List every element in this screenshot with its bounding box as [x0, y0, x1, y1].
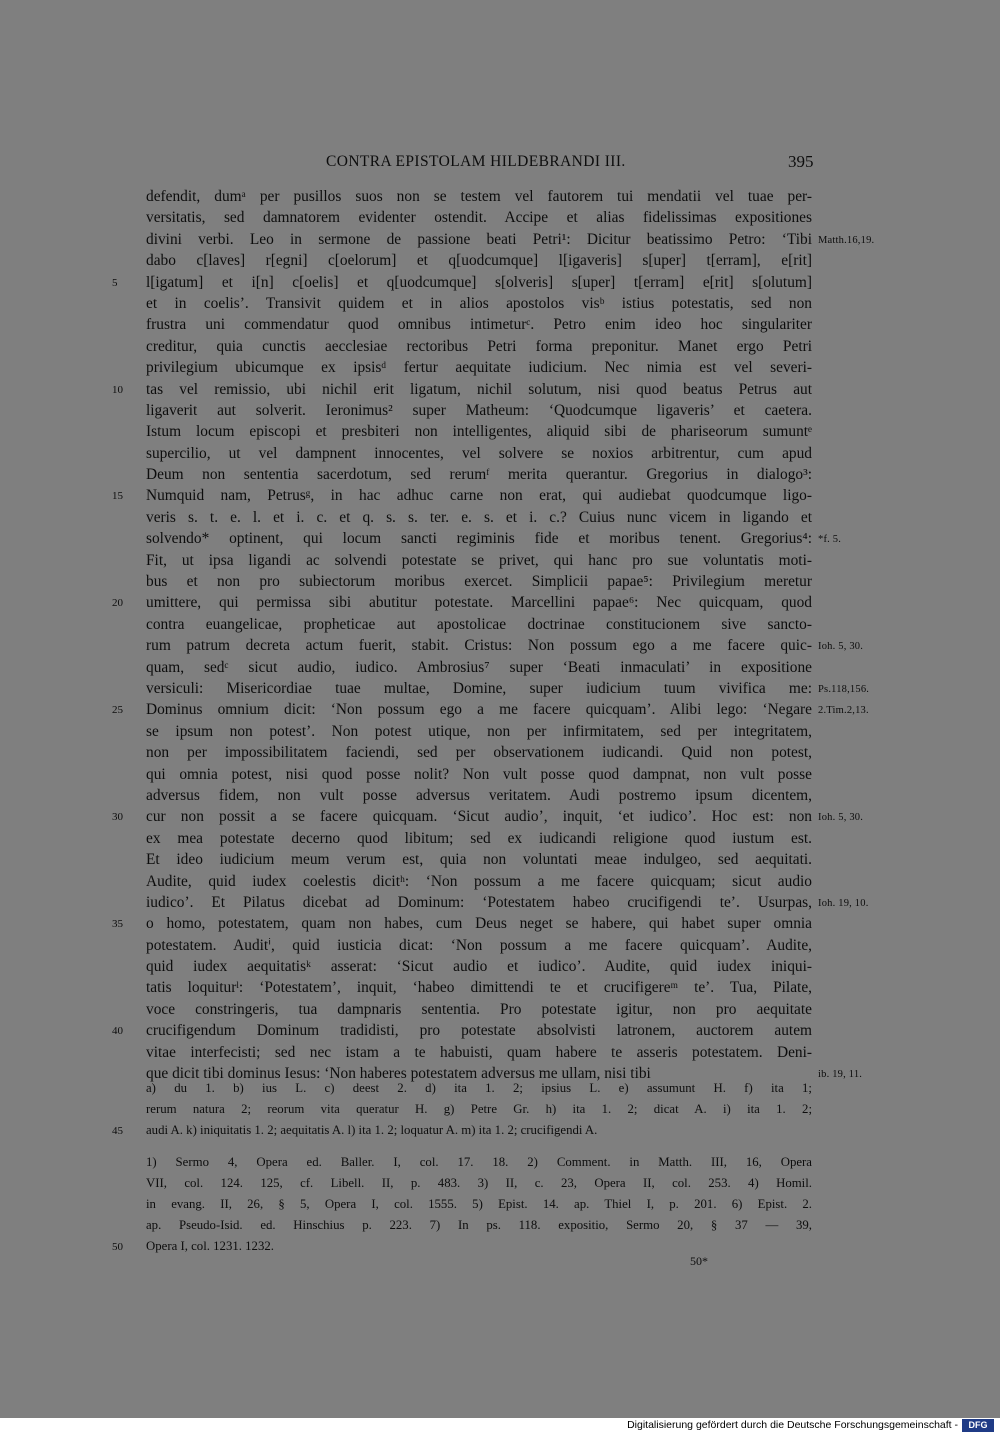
line-text: solvendo* optinent, qui locum sancti regiminis fide et moribus tenent. Gregorius⁴: [146, 530, 812, 548]
body-line [146, 892, 869, 913]
body-line [112, 806, 864, 827]
margin-reference: Ioh. 19, 10. [818, 897, 869, 909]
body-line [112, 272, 812, 293]
margin-reference: Ps.118,156. [818, 683, 870, 695]
variant-notes [112, 1078, 812, 1141]
line-text: qui omnia potest, nisi quod posse nolit? Non vult posse quod dampnat, non vult posse [146, 765, 812, 783]
line-text: adversus fidem, non vult posse adversus veritatem. Audi postremo ipsum dicentem, [146, 786, 812, 804]
body-line [146, 935, 812, 956]
line-text: voce constringeris, tua dampnaris sententia. Pro potestate igitur, non pro aequitate [146, 1000, 812, 1018]
body-line [112, 699, 869, 720]
body-line [112, 485, 812, 506]
body-line [146, 828, 812, 849]
body-line [112, 379, 812, 400]
main-text [112, 186, 875, 1084]
line-text: a) du 1. b) ius L. c) deest 2. d) ita 1. 2; ipsius L. e) assumunt H. f) ita 1; [146, 1081, 812, 1095]
body-line [146, 657, 812, 678]
variant-note-line [112, 1120, 812, 1141]
line-text: in evang. II, 26, § 5, Opera I, col. 1555. 5) Epist. 14. ap. Thiel I, p. 201. 6) Epist. 2. [146, 1197, 812, 1211]
body-line [146, 721, 812, 742]
line-text: o homo, potestatem, quam non habes, cum Deus neget se habere, qui habet super omnia [146, 915, 812, 933]
line-number: 30 [112, 811, 123, 824]
margin-reference: 2.Tim.2,13. [818, 705, 869, 717]
variant-note-line [146, 1099, 812, 1120]
body-line [146, 443, 812, 464]
line-text: et in coelis’. Transivit quidem et in alios apostolos visᵇ istius potestatis, sed non [146, 294, 812, 312]
line-text: vitae interfecisti; sed nec istam a te habuisti, quam habere te asseris potestatem. Deni- [146, 1043, 812, 1061]
line-text: veris s. t. e. l. et i. c. et q. s. s. ter. e. s. et i. c.? Cuius nunc vicem in ligando et [146, 508, 812, 526]
margin-reference: Matth.16,19. [818, 234, 875, 246]
line-number: 5 [112, 276, 118, 289]
dfg-logo-icon: DFG [962, 1419, 994, 1432]
body-line [112, 592, 812, 613]
line-number: 20 [112, 597, 123, 610]
line-text: creditur, quia cunctis aecclesiae rectoribus Petri forma preponitur. Manet ergo Petri [146, 337, 812, 355]
line-text: l[igatum] et i[n] c[oelis] et q[uodcumque] s[olveris] s[uper] t[erram] e[rit] s[olutum] [146, 273, 812, 291]
line-text: Numquid nam, Petrusᵍ, in hac adhuc carne non erat, qui audiebat quodcumque ligo- [146, 487, 812, 505]
body-line [146, 742, 812, 763]
line-number: 35 [112, 918, 123, 931]
line-text: Audite, quid iudex coelestis dicitʰ: ‘Non possum a me facere quicquam; sicut audio [146, 872, 812, 890]
line-text: Opera I, col. 1231. 1232. [146, 1239, 274, 1253]
body-line [146, 678, 870, 699]
source-note-line [146, 1215, 812, 1236]
body-line [146, 764, 812, 785]
body-line [146, 229, 875, 250]
body-line [112, 1020, 812, 1041]
source-note-line [146, 1173, 812, 1194]
source-note-line [146, 1194, 812, 1215]
variant-note-line [146, 1078, 812, 1099]
line-text: frustra uni commendatur quod omnibus intimeturᶜ. Petro enim ideo hoc singulariter [146, 316, 812, 334]
line-text: dabo c[laves] r[egni] c[oelorum] et q[uodcumque] l[igaveris] s[uper] t[erram], e[rit] [146, 252, 812, 270]
margin-reference: Ioh. 5, 30. [818, 641, 864, 653]
body-line [146, 421, 812, 442]
line-text: tas vel remissio, ubi nichil erit ligatum, nichil solutum, nisi quod beatus Petrus aut [146, 380, 812, 398]
body-line [146, 614, 812, 635]
line-number: 45 [112, 1125, 123, 1137]
line-text: ex mea potestate decerno quod libitum; sed ex iudicandi religione quod iustum est. [146, 829, 812, 847]
body-line [146, 635, 864, 656]
source-notes [112, 1152, 812, 1257]
banner-text: Digitalisierung gefördert durch die Deutsche Forschungsgemeinschaft - [627, 1419, 958, 1431]
body-line [146, 571, 812, 592]
body-line [146, 1042, 812, 1063]
body-line [146, 400, 812, 421]
margin-reference: *f. 5. [818, 534, 842, 546]
source-note-line [146, 1152, 812, 1173]
line-text: iudico’. Et Pilatus dicebat ad Dominum: ‘Potestatem habeo crucifigendi te’. Usurpas, [146, 893, 812, 911]
body-line [146, 314, 812, 335]
line-text: Dominus omnium dicit: ‘Non possum ego a me facere quicquam’. Alibi lego: ‘Negare [146, 701, 812, 719]
body-line [146, 186, 812, 207]
body-line [146, 785, 812, 806]
line-text: Et ideo iudicium meum verum est, quia non voluntati meae indulgeo, sed aequitati. [146, 851, 812, 869]
line-text: ligaverit aut solverit. Ieronimus² super Matheum: ‘Quodcumque ligaveris’ et caetera. [146, 401, 812, 419]
line-text: tatis loquiturˡ: ‘Potestatem’, inquit, ‘habeo dimittendi te et crucifigereᵐ te’. Tua, Pilate, [146, 979, 812, 997]
line-text: contra euangelicae, propheticae aut apostolicae doctrinae constitucionem sive sancto- [146, 615, 812, 633]
line-text: se ipsum non potest’. Non potest utique, non per infirmitatem, sed per integritatem, [146, 722, 812, 740]
margin-reference: Ioh. 5, 30. [818, 812, 864, 824]
line-text: non per impossibilitatem faciendi, sed per observationem iudicandi. Quid non potest, [146, 744, 812, 762]
header-title: CONTRA EPISTOLAM HILDEBRANDI III. [326, 153, 626, 170]
body-line [112, 913, 812, 934]
line-text: 1) Sermo 4, Opera ed. Baller. I, col. 17. 18. 2) Comment. in Matth. III, 16, Opera [146, 1155, 812, 1169]
body-line [146, 357, 812, 378]
body-line [146, 871, 812, 892]
line-text: Istum locum episcopi et presbiteri non intelligentes, aliquid sibi de phariseorum sumuntᵉ [146, 423, 812, 441]
line-text: versitatis, sed damnatorem evidenter ostendit. Accipe et alias fidelissimas expositiones [146, 209, 812, 227]
line-text: que dicit tibi dominus Iesus: ‘Non haberes potestatem adversus me ullam, nisi tibi [146, 1065, 651, 1083]
body-line [146, 250, 812, 271]
body-line [146, 550, 812, 571]
body-line [146, 336, 812, 357]
line-text: quam, sedᶜ sicut audio, iudico. Ambrosius⁷ super ‘Beati inmaculati’ in expositione [146, 658, 812, 676]
margin-reference: ib. 19, 11. [818, 1069, 863, 1081]
line-number: 10 [112, 383, 123, 396]
line-number: 40 [112, 1025, 123, 1038]
running-header [0, 153, 1000, 177]
signature-mark: 50* [690, 1254, 708, 1268]
line-text: quid iudex aequitatisᵏ asserat: ‘Sicut audio et iudico’. Audite, quid iudex iniqui- [146, 958, 812, 976]
body-line [146, 293, 812, 314]
body-line [146, 207, 812, 228]
line-text: privilegium ubicumque ex ipsisᵈ fertur aequitate iudicium. Nec nimia est vel severi- [146, 359, 812, 377]
line-text: rum patrum decreta actum fuerit, stabit. Cristus: Non possum ego a me facere quic- [146, 637, 812, 655]
body-line [146, 464, 812, 485]
line-text: umittere, qui permissa sibi abutitur potestate. Marcellini papae⁶: Nec quicquam, quod [146, 594, 812, 612]
line-text: rerum natura 2; reorum vita queratur H. g) Petre Gr. h) ita 1. 2; dicat A. i) ita 1. 2; [146, 1102, 812, 1116]
page-number: 395 [788, 152, 814, 171]
body-line [146, 849, 812, 870]
digitization-banner [0, 1418, 1000, 1434]
line-number: 15 [112, 490, 123, 503]
line-text: VII, col. 124. 125, cf. Libell. II, p. 483. 3) II, c. 23, Opera II, col. 253. 4) Homil. [146, 1176, 812, 1190]
body-line [146, 977, 812, 998]
line-number: 50 [112, 1241, 123, 1253]
source-note-line [112, 1236, 812, 1257]
line-text: crucifigendum Dominum tradidisti, pro potestate absolvisti latronem, auctorem autem [146, 1022, 812, 1040]
line-number: 25 [112, 704, 123, 717]
line-text: versiculi: Misericordiae tuae multae, Domine, super iudicium tuum vivifica me: [146, 679, 812, 697]
body-line [146, 507, 812, 528]
line-text: cur non possit a se facere quicquam. ‘Sicut audio’, inquit, ‘et iudico’. Hoc est: non [146, 808, 812, 826]
line-text: Deum non sententia sacerdotum, sed rerumᶠ merita querantur. Gregorius in dialogo³: [146, 466, 812, 484]
line-text: audi A. k) iniquitatis 1. 2; aequitatis A. l) ita 1. 2; loquatur A. m) ita 1. 2; crucifigendi A. [146, 1123, 598, 1137]
line-text: divini verbi. Leo in sermone de passione beati Petri¹: Dicitur beatissimo Petro: ‘Tibi [146, 230, 812, 248]
body-line [146, 528, 842, 549]
body-line [146, 999, 812, 1020]
line-text: potestatem. Auditⁱ, quid iusticia dicat: ‘Non possum a me facere quicquam’. Audite, [146, 936, 812, 954]
line-text: bus et non pro subiectorum moribus exercet. Simplicii papae⁵: Privilegium meretur [146, 573, 812, 591]
line-text: supercilio, ut vel dampnent innocentes, vel solvere se noxios arbitrentur, cum apud [146, 444, 812, 462]
line-text: defendit, dumᵃ per pusillos suos non se testem vel fautorem tui mendatii vel tuae per- [146, 188, 812, 205]
body-line [146, 956, 812, 977]
line-text: Fit, ut ipsa ligandi ac solvendi potestate se privet, qui hanc pro sue voluntatis moti- [146, 551, 812, 569]
line-text: ap. Pseudo-Isid. ed. Hinschius p. 223. 7) In ps. 118. expositio, Sermo 20, § 37 — 39, [146, 1218, 812, 1232]
